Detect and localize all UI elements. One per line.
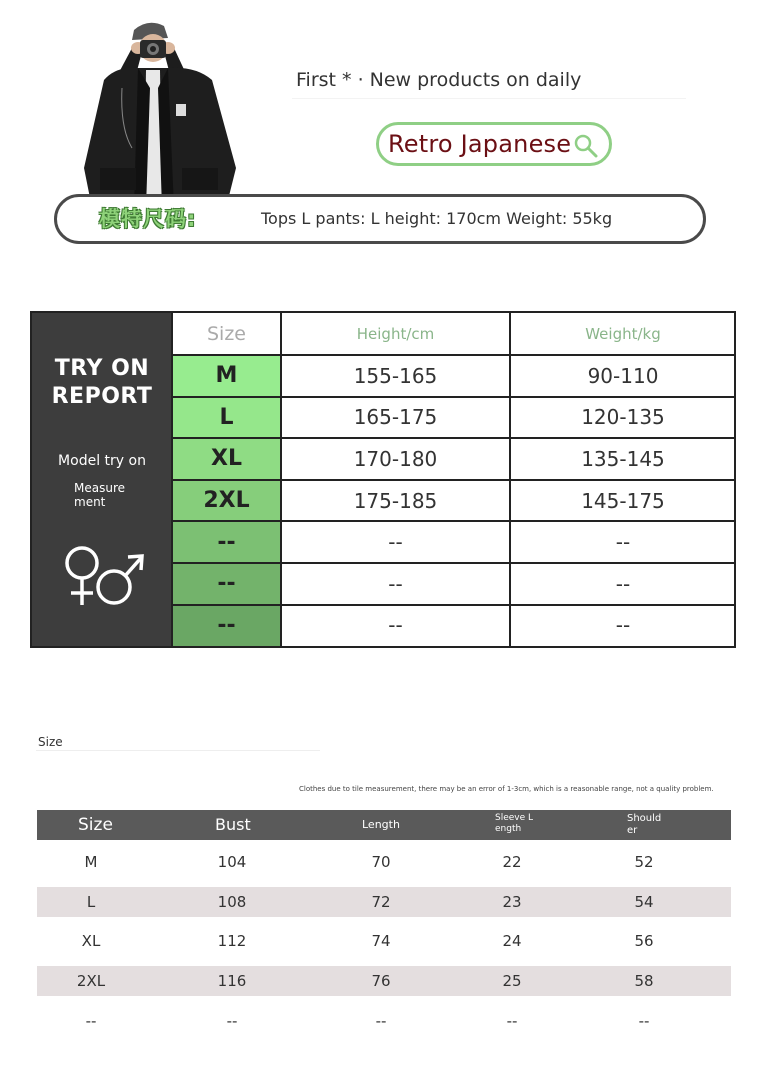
header-shoulder <box>627 813 661 837</box>
report-row-divider <box>172 604 736 606</box>
size-cell-size: -- <box>85 1011 97 1030</box>
report-row-divider <box>172 520 736 522</box>
report-cell-weight: 90-110 <box>587 363 659 388</box>
report-title <box>32 355 172 411</box>
size-cell-shoulder: 54 <box>634 892 654 911</box>
try-on-report-table <box>30 311 736 648</box>
size-cell-length: 72 <box>371 892 391 911</box>
size-table-header <box>37 810 731 840</box>
size-cell-sleeve: 24 <box>502 932 522 951</box>
size-table-row <box>37 966 731 996</box>
style-search-badge[interactable] <box>376 122 612 166</box>
model-size-label: 模特尺码: <box>99 207 197 231</box>
size-cell-shoulder: 52 <box>634 853 654 871</box>
header-shoulder-line1: Should <box>627 813 662 824</box>
size-cell-size: M <box>84 853 98 871</box>
measurement-label-line1: Measure <box>74 481 125 495</box>
size-cell-size: 2XL <box>76 972 106 991</box>
report-cell-height: 170-180 <box>353 446 438 471</box>
report-header-height: Height/cm <box>356 325 435 343</box>
style-badge-text: Retro Japanese <box>388 130 572 158</box>
report-cell-weight: -- <box>615 613 631 638</box>
tagline: First * · New products on daily <box>292 62 686 99</box>
header-sleeve-line1: Sleeve L <box>495 813 534 823</box>
report-cell-size: -- <box>172 563 281 605</box>
size-section-divider <box>36 750 320 751</box>
header-shoulder-line2: er <box>627 825 638 836</box>
report-cell-height: -- <box>388 530 403 555</box>
size-cell-bust: 112 <box>217 932 247 951</box>
report-cell-weight: 145-175 <box>581 488 665 513</box>
size-cell-bust: 108 <box>217 892 247 911</box>
report-title-line2: REPORT <box>51 384 153 409</box>
size-cell-shoulder: -- <box>638 1011 650 1030</box>
report-cell-height: 155-165 <box>353 363 438 388</box>
size-cell-bust: 104 <box>217 853 247 871</box>
size-table-row <box>37 926 731 956</box>
gender-symbols-icon <box>58 541 150 611</box>
report-cell-height: 165-175 <box>353 405 438 430</box>
model-try-on-label: Model try on <box>58 453 146 469</box>
size-table-row <box>37 887 731 917</box>
size-cell-bust: -- <box>226 1011 238 1030</box>
report-side-panel <box>32 313 172 646</box>
report-title-line1: TRY ON <box>54 356 150 381</box>
report-cell-size: 2XL <box>172 480 281 522</box>
size-cell-sleeve: 25 <box>502 972 522 991</box>
size-cell-shoulder: 58 <box>634 972 654 991</box>
size-cell-length: 70 <box>371 853 391 871</box>
report-cell-height: -- <box>388 613 403 638</box>
header-size: Size <box>78 815 113 835</box>
report-row-divider <box>172 437 736 439</box>
report-cell-size: XL <box>172 438 281 480</box>
size-cell-sleeve: 22 <box>502 853 522 871</box>
header-sleeve <box>495 813 533 835</box>
report-cell-size: L <box>172 397 281 439</box>
report-row-divider <box>172 354 736 356</box>
model-size-banner <box>54 194 706 244</box>
header-bust: Bust <box>215 815 251 834</box>
size-table-row <box>37 847 731 877</box>
size-cell-length: 76 <box>371 972 391 991</box>
report-cell-height: 175-185 <box>353 488 438 513</box>
report-row-divider <box>172 479 736 481</box>
search-icon <box>573 133 599 159</box>
size-cell-bust: 116 <box>217 972 247 991</box>
report-header-size: Size <box>206 323 246 345</box>
size-cell-shoulder: 56 <box>634 932 654 951</box>
size-cell-length: -- <box>375 1011 387 1030</box>
report-cell-height: -- <box>388 571 403 596</box>
size-section-label: Size <box>38 735 63 749</box>
report-cell-weight: 135-145 <box>581 446 665 471</box>
measurement-note: Clothes due to tile measurement, there may be an error of 1-3cm, which is a reasonable range, not a quality problem. <box>299 785 714 793</box>
report-cell-weight: -- <box>615 530 631 555</box>
size-cell-size: L <box>86 892 96 911</box>
report-cell-size: M <box>172 355 281 397</box>
report-cell-size: -- <box>172 605 281 647</box>
size-table-row <box>37 1006 731 1036</box>
report-row-divider <box>172 562 736 564</box>
size-cell-size: XL <box>81 932 101 951</box>
report-cell-weight: 120-135 <box>581 405 665 430</box>
report-row-divider <box>172 396 736 398</box>
report-header-weight: Weight/kg <box>585 325 661 343</box>
measurement-label <box>74 481 125 509</box>
size-cell-sleeve: -- <box>506 1011 518 1030</box>
model-photo <box>76 18 244 214</box>
model-info: Tops L pants: L height: 170cm Weight: 55kg <box>261 209 613 228</box>
header-sleeve-line2: ength <box>495 824 522 834</box>
report-cell-weight: -- <box>615 571 631 596</box>
size-cell-sleeve: 23 <box>502 892 522 911</box>
header-length: Length <box>362 818 400 831</box>
size-cell-length: 74 <box>371 932 391 951</box>
measurement-label-line2: ment <box>74 495 106 509</box>
report-cell-size: -- <box>172 521 281 563</box>
